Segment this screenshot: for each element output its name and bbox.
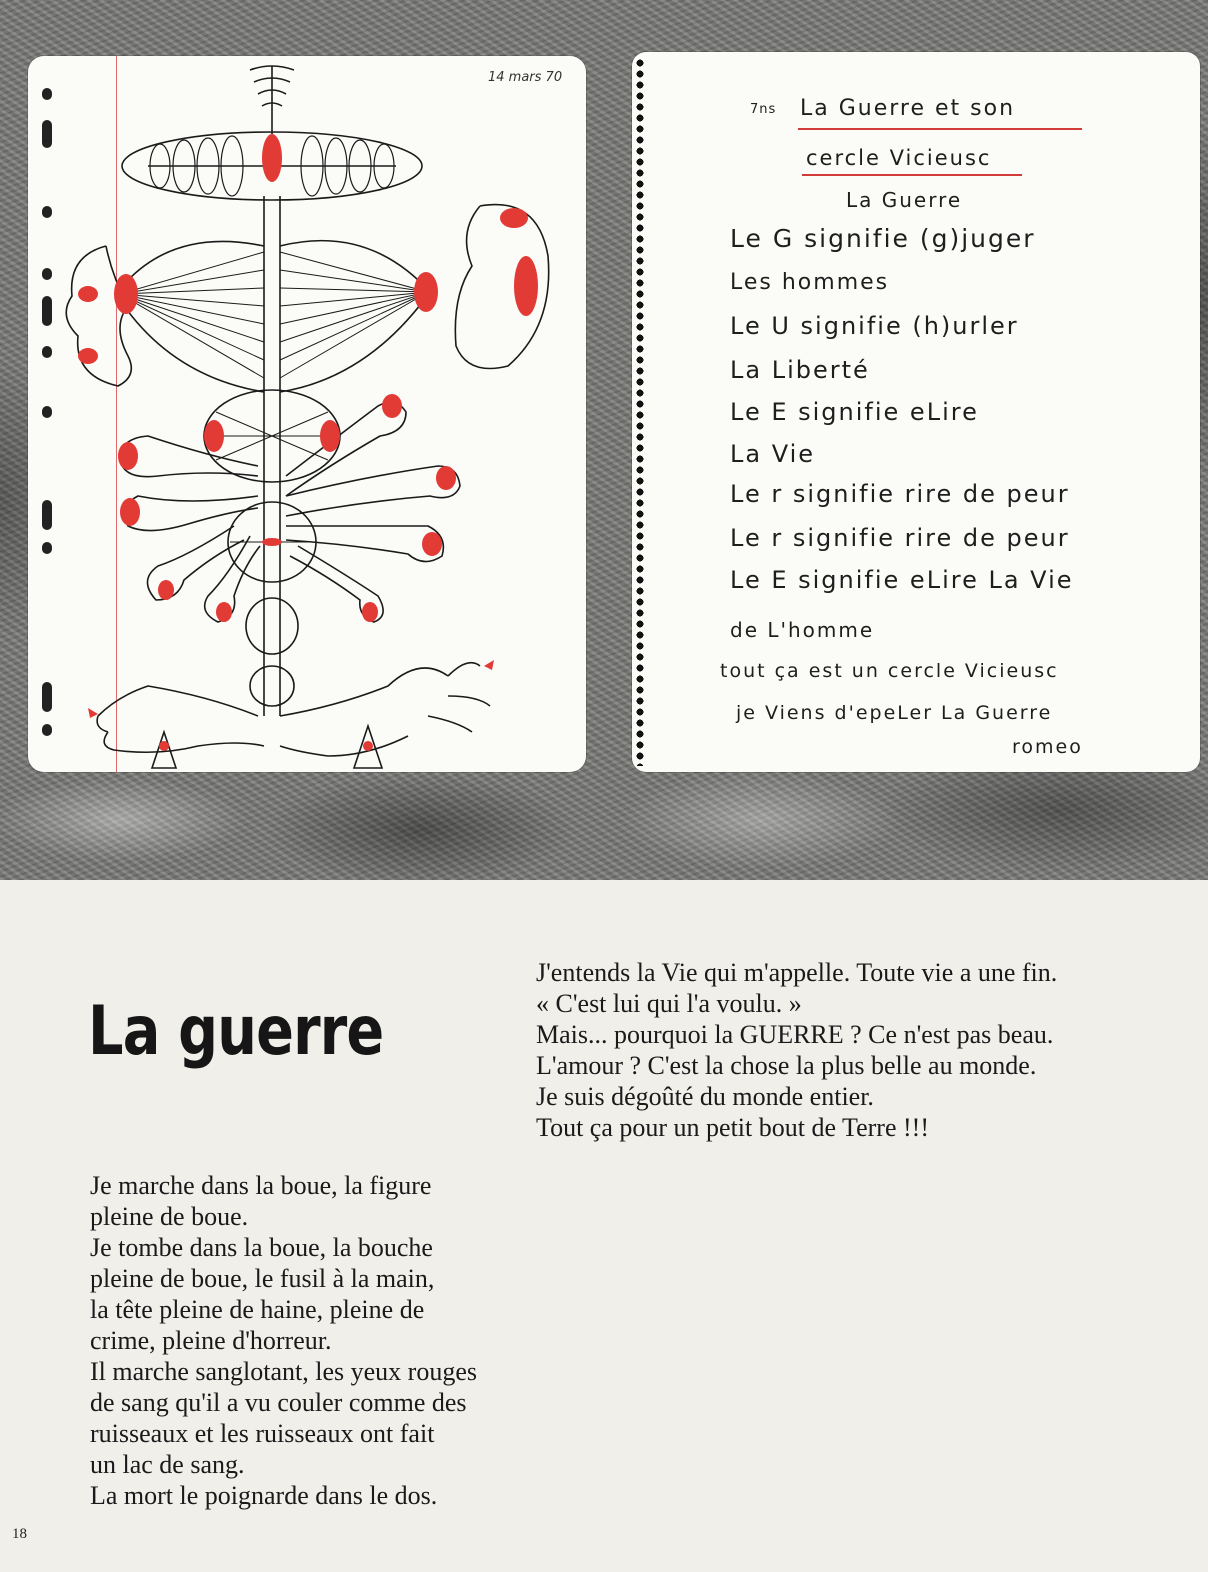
notebook-line: cercle Vicieusc — [806, 146, 992, 170]
notebook-line: La Guerre et son — [800, 96, 1016, 121]
notebook-line: La Liberté — [730, 356, 870, 384]
poem-line: crime, pleine d'horreur. — [90, 1326, 332, 1355]
notebook-line: Les hommes — [730, 270, 890, 295]
page-number: 18 — [12, 1526, 27, 1542]
notebook-line: 7ns — [750, 102, 777, 117]
notebook-signature: romeo — [1012, 736, 1083, 758]
poem-line: Tout ça pour un petit bout de Terre !!! — [536, 1113, 929, 1142]
poem-right-column — [536, 957, 1176, 1143]
poem-line: L'amour ? C'est la chose la plus belle au monde. — [536, 1051, 1037, 1080]
notebook-line: Le E signifie eLire La Vie — [730, 566, 1074, 594]
notebook-line: Le r signifie rire de peur — [730, 524, 1070, 552]
poem-line: La mort le poignarde dans le dos. — [90, 1481, 438, 1510]
notebook-line: Le G signifie (g)juger — [730, 224, 1036, 253]
red-underline — [802, 174, 1022, 176]
poem-line: de sang qu'il a vu couler comme des — [90, 1388, 467, 1417]
poem-line: Je tombe dans la boue, la bouche — [90, 1233, 433, 1262]
poem-line: la tête pleine de haine, pleine de — [90, 1295, 425, 1324]
spiral-binding — [636, 58, 644, 766]
page-title: La guerre — [88, 992, 384, 1071]
poem-line: « C'est lui qui l'a voulu. » — [536, 989, 802, 1018]
red-underline — [798, 128, 1082, 130]
poem-line: J'entends la Vie qui m'appelle. Toute vie a une fin. — [536, 958, 1058, 987]
poem-line: un lac de sang. — [90, 1450, 245, 1479]
drawing-card — [28, 56, 586, 772]
notebook-line: de L'homme — [730, 618, 875, 642]
poem-line: ruisseaux et les ruisseaux ont fait — [90, 1419, 435, 1448]
notebook-line: Le E signifie eLire — [730, 398, 979, 426]
notebook-line: La Guerre — [846, 188, 963, 212]
poem-line: pleine de boue. — [90, 1202, 249, 1231]
notebook-line: Le U signifie (h)urler — [730, 312, 1019, 340]
poem-line: Il marche sanglotant, les yeux rouges — [90, 1357, 477, 1386]
notebook-line: tout ça est un cercle Vicieusc — [720, 660, 1059, 682]
poem-line: Je suis dégoûté du monde entier. — [536, 1082, 874, 1111]
poem-left-column — [90, 1170, 560, 1511]
poem-line: Je marche dans la boue, la figure — [90, 1171, 432, 1200]
poem-line: Mais... pourquoi la GUERRE ? Ce n'est pas beau. — [536, 1020, 1054, 1049]
notebook-line: La Vie — [730, 440, 816, 468]
poem-line: pleine de boue, le fusil à la main, — [90, 1264, 435, 1293]
drawing-date: 14 mars 70 — [488, 70, 563, 85]
notebook-card — [632, 52, 1200, 772]
notebook-line: Le r signifie rire de peur — [730, 480, 1070, 508]
notebook-line: je Viens d'epeLer La Guerre — [736, 702, 1053, 724]
figure-drawing — [28, 56, 586, 772]
